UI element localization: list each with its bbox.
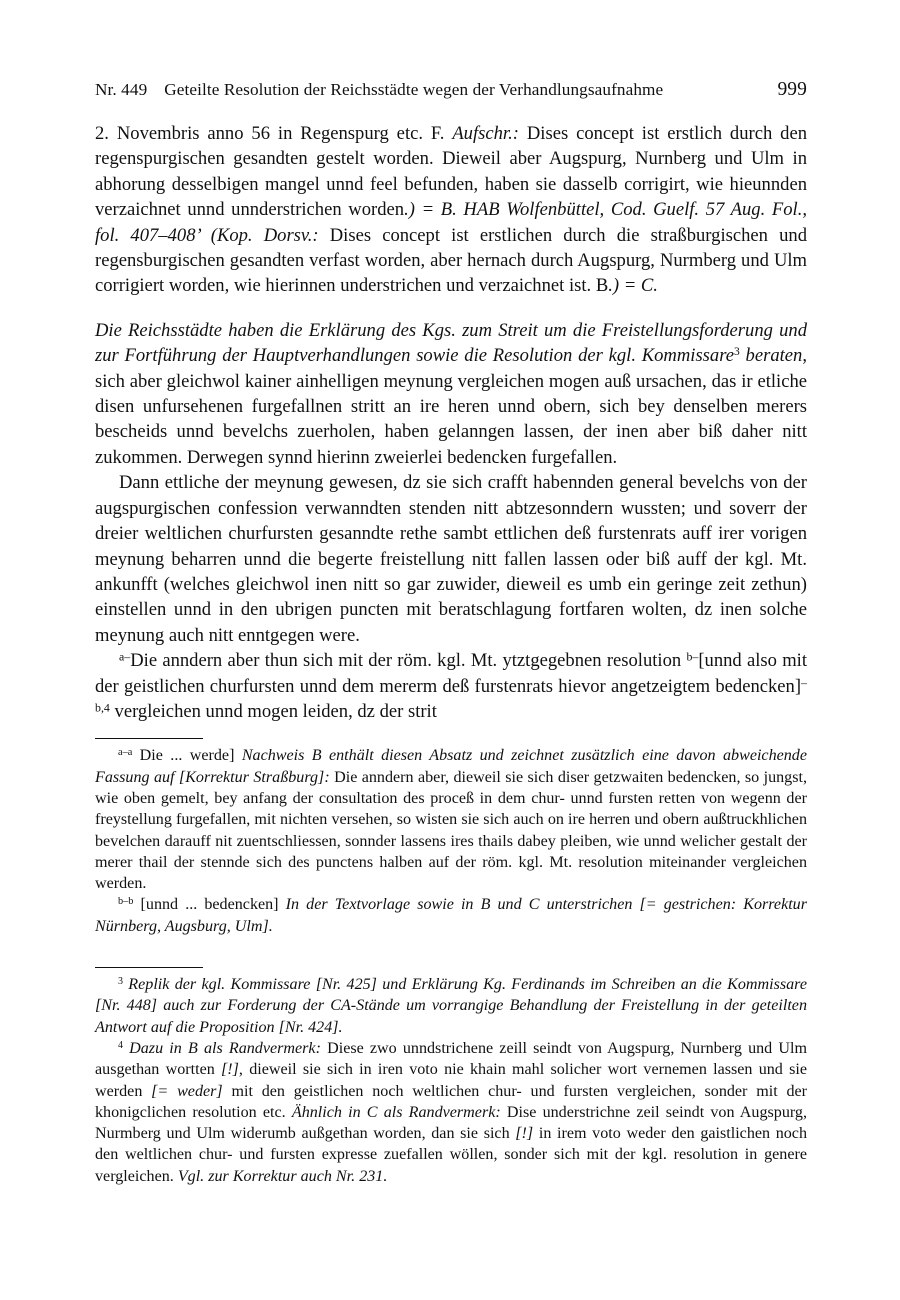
footnote-3-text: Replik der kgl. Kommissare [Nr. 425] und Erklärung Kg. Ferdinands im Schreiben an die Kommissare [Nr. 448] auch zur Forderung der CA-Stände um vorrangige Behandlung der Freistellung in der geteilten Antwort auf die Proposition [Nr. 424]. xyxy=(95,976,807,1036)
paragraph-die-anndern xyxy=(95,648,807,724)
footnote-3-number: 3 xyxy=(118,975,123,987)
footnote-4-number: 4 xyxy=(118,1039,123,1051)
paragraph-die-anndern-seg-2: [unnd also mit der geistlichen churfursten unnd dem mererm deß furstenrats hievor angetzeigtem bedencken] xyxy=(95,650,807,697)
footnote-4-bracket-1: [!] xyxy=(221,1061,239,1079)
footnote-3 xyxy=(95,974,807,1038)
footnote-4-lead-2: Ähnlich in C als Randvermerk: xyxy=(291,1103,501,1121)
paragraph-die-anndern-seg-3: vergleichen unnd mogen leiden, dz der strit xyxy=(109,700,437,722)
footnote-4-bracket-3: [!] xyxy=(515,1125,534,1143)
paragraph-dann-ettliche xyxy=(95,470,807,648)
footnotes-spacer xyxy=(95,937,807,953)
apparatus-note-b xyxy=(95,894,807,937)
provenance-paragraph xyxy=(95,121,807,299)
aufschr-label: Aufschr.: xyxy=(452,123,519,144)
apparatus-note-a xyxy=(95,745,807,894)
apparatus-block xyxy=(95,745,807,937)
apparatus-lemma-a: Die ... werde] xyxy=(132,747,235,765)
running-head-document-number: Nr. 449 xyxy=(95,80,148,99)
regest-body-text: , sich aber gleichwol kainer ainhelligen meynung vergleichen mogen auß ursachen, das ir etliche disen unfursehenen furgefallnen stritt an ire heren unnd obern, sich bey denselben merers bescheids unnd bevelchs zuerholen, haben gelanngen lassen, der inen aber biß daher nitt zukommen. Derwegen synnd hierinn zweierlei bedencken furgefallen. xyxy=(95,345,807,468)
running-head-title: Geteilte Resolution der Reichsstädte wegen der Verhandlungsaufnahme xyxy=(164,80,664,99)
paragraph-die-anndern-seg-1: Die anndern aber thun sich mit der röm. kgl. Mt. ytztgegebnen resolution xyxy=(130,650,687,672)
provenance-part-1: 2. Novembris anno 56 in Regenspurg etc. F. xyxy=(95,123,453,144)
variant-marker-a-open: a– xyxy=(119,649,131,664)
footnote-4 xyxy=(95,1038,807,1187)
apparatus-marker-a: a–a xyxy=(118,747,133,759)
page-number: 999 xyxy=(777,79,807,100)
regest-heading-part-2: beraten xyxy=(739,345,803,367)
apparatus-editorial-a: Nachweis B enthält diesen Absatz und zeichnet zusätzlich eine davon abweichende Fassung auf [Korrektur Straßburg]: xyxy=(95,747,807,786)
footnote-4-seg-2: , dieweil sie sich in iren voto nie khain mahl solicher wort vernemen lassen und sie werden xyxy=(95,1061,807,1100)
variant-marker-b-open: b– xyxy=(686,649,699,664)
provenance-tail: .) = C. xyxy=(608,275,658,297)
regest-footnote-marker: 3 xyxy=(734,346,740,359)
footnote-4-seg-1: Diese zwo unndstrichene zeill seindt von Augspurg, Nurnberg und Ulm ausgethan wortten xyxy=(95,1039,807,1079)
apparatus-spacer xyxy=(95,724,807,738)
running-head xyxy=(95,0,807,101)
regest-heading-part-1: Die Reichsstädte haben die Erklärung des Kgs. zum Streit um die Freistellungsforderung und zur Fortführung der Hauptverhandlungen sowie die Resolution der kgl. Kommissare xyxy=(95,319,807,367)
footnote-4-tail: Vgl. zur Korrektur auch Nr. 231. xyxy=(177,1167,388,1185)
apparatus-editorial-b: In der Textvorlage sowie in B und C unterstrichen [= gestrichen: Korrektur Nürnberg, Augsburg, Ulm]. xyxy=(95,896,807,935)
footnote-4-seg-5: in irem voto weder den gaistlichen noch den weltlichen chur- und fursten expresse zuefallen wöllen, sonder sich mit der kgl. resolution in genere vergleichen. xyxy=(95,1125,807,1185)
apparatus-separator-rule xyxy=(95,738,203,739)
variant-marker-b-close: –b,4 xyxy=(95,674,807,715)
paragraph-dann-text: Dann ettliche der meynung gewesen, dz sie sich crafft habennden general bevelchs von der augspurgischen confession verwanndten stenden nitt abtzesonndern wussten; und soverr der dreier weltlichen churfursten gesanndte rethe sambt ettlichen deß furstenrats auff irer vorigen meynung beharren unnd die begerte freistellung nitt fallen lassen oder biß auff der kgl. Mt. ankunfft (welches gleichwol inen nitt so gar zuwider, dieweil es umb ein geringe zeit zethun) einstellen unnd in den ubrigen puncten mit beratschlagung fortfaren wolten, dz inen solche meynung auch nitt enntgegen were. xyxy=(95,472,807,646)
footnote-4-lead: Dazu in B als Randvermerk: xyxy=(122,1039,321,1057)
provenance-part-3: Dises concept ist erstlichen durch die straßburgischen und regensburgischen gesandten verfast worden, aber hernach durch Augspurg, Nurmberg und Ulm corrigiert worden, wie hierinnen understrichen und verzaichnet ist. B xyxy=(95,224,807,297)
footnote-separator-rule xyxy=(95,967,203,968)
apparatus-lemma-b: [unnd ... bedencken] xyxy=(133,896,279,914)
footnotes-block xyxy=(95,974,807,1187)
footnote-4-seg-4: Dise understrichne zeil seindt von Augspurg, Nurmberg und Ulm widerumb außgethan worden, dan sie sich xyxy=(95,1103,807,1143)
regest-paragraph xyxy=(95,318,807,470)
footnote-4-bracket-2: [= weder] xyxy=(151,1082,223,1100)
page-content xyxy=(95,0,807,1187)
provenance-paren-close: .) xyxy=(404,199,415,221)
provenance-part-2: Dises concept ist erstlich durch den regenspurgischen gesandten gestelt worden. Dieweil aber Augspurg, Nurnberg und Ulm in abhorung desselbigen mangel unnd feel befunden, haben sie dasselb corrigirt, wie hieunnden verzaichnet unnd unnderstrichen worden xyxy=(95,123,807,221)
siglum-b-label: = B. HAB Wolfenbüttel, Cod. Guelf. 57 Aug. Fol., fol. 407–408’ (Kop. Dorsv.: xyxy=(95,199,807,246)
footnote-4-seg-3: mit den geistlichen noch weltlichen chur- und fursten vergleichen, sonder mit der khonigclichen resolution etc. xyxy=(95,1082,807,1121)
apparatus-quoted-a: Die anndern aber, dieweil sie sich diser getzwaiten bedencken, so jungst, wie oben gemelt, bey anfang der consultation des proceß in dem chur- unnd fursten retten von wegenn der freystellung furgefallen, mit nichten versehen, so wisten sie sich auch on ire herren und obern außtruckhlichen bevelchen darauff nit zuentschliessen, sonnder lassens ires thails dabey pleiben, wie unnd welicher gestalt der merer thail der stennde sich des punctens halben auf der röm. kgl. Mt. resolution miteinander vergleichen werden. xyxy=(95,768,807,893)
apparatus-marker-b: b–b xyxy=(118,896,134,908)
